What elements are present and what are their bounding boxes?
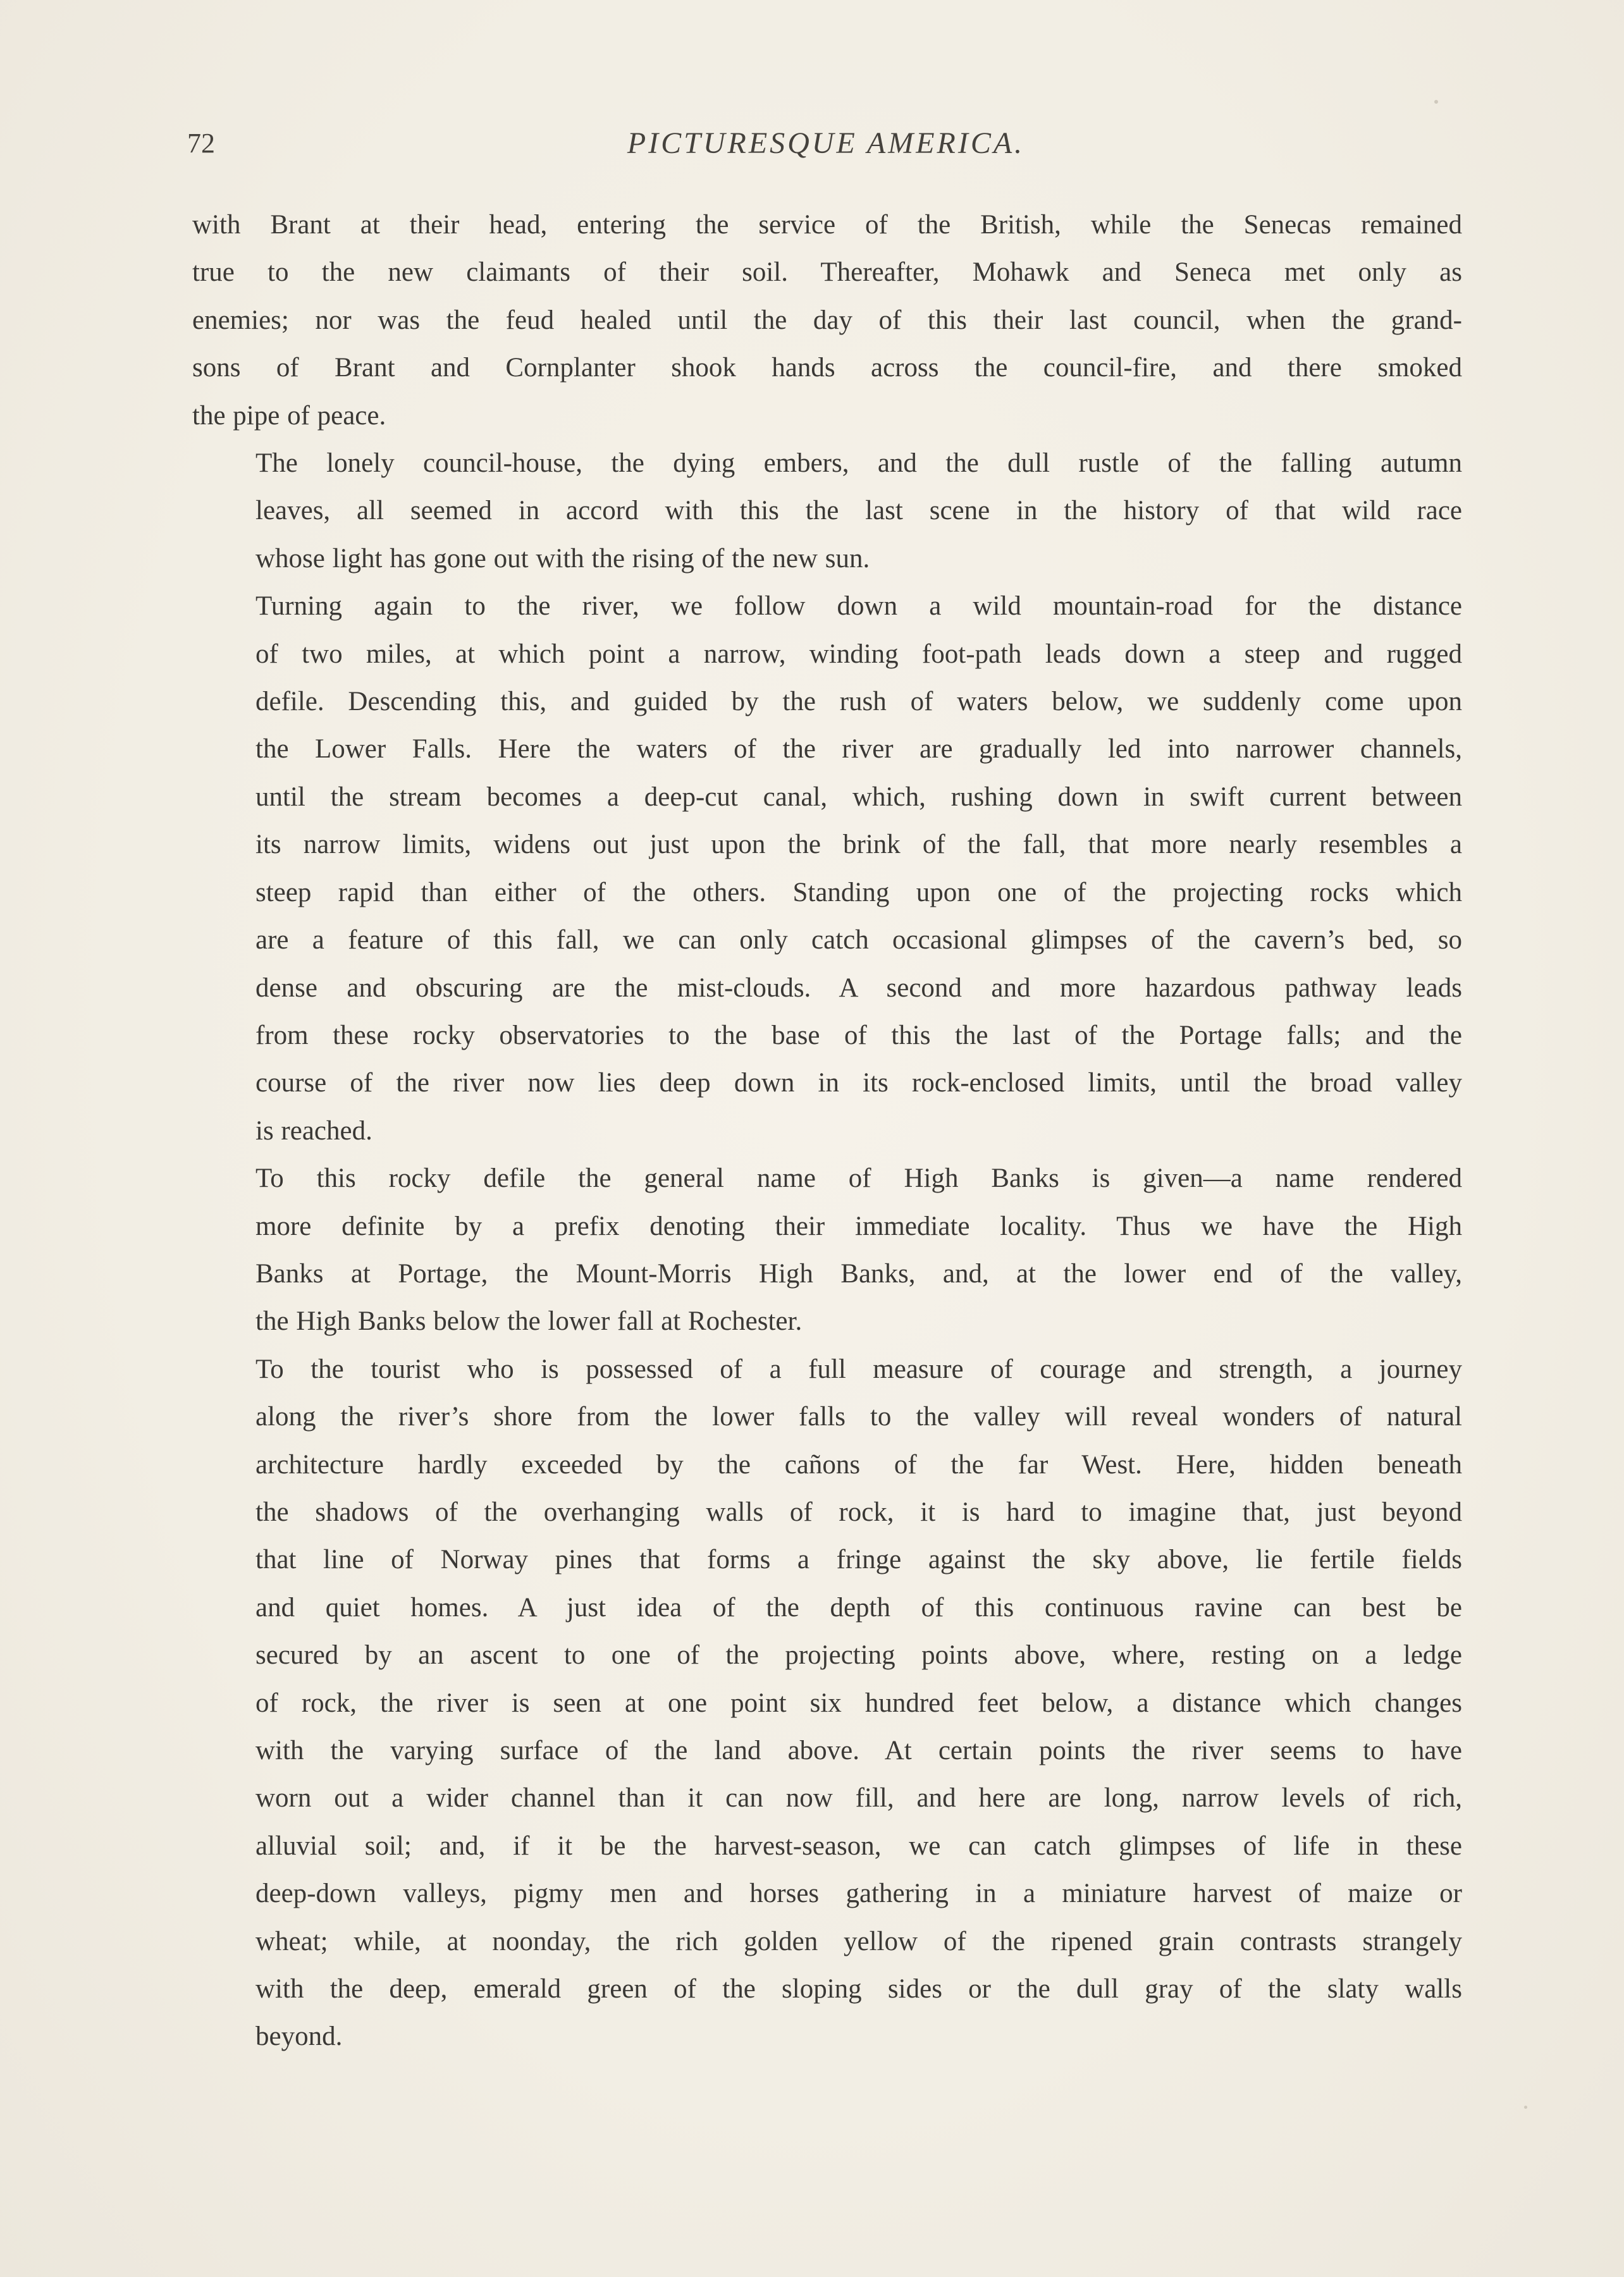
text-line: leaves, all seemed in accord with this the last scene in the history of that wild race <box>255 496 1462 526</box>
text-line: Turning again to the river, we follow down a wild mountain-road for the distance <box>255 591 1462 622</box>
text-line: dense and obscuring are the mist-clouds. A second and more hazardous pathway leads <box>255 973 1462 1003</box>
paragraph <box>192 439 1462 582</box>
text-line: with the deep, emerald green of the sloping sides or the dull gray of the slaty walls <box>255 1974 1462 2004</box>
text-line: the Lower Falls. Here the waters of the river are gradually led into narrower channels, <box>255 734 1462 764</box>
text-line: deep-down valleys, pigmy men and horses gathering in a miniature harvest of maize or <box>255 1879 1462 1909</box>
text-line: and quiet homes. A just idea of the depth of this continuous ravine can best be <box>255 1592 1462 1623</box>
text-line: more definite by a prefix denoting their immediate locality. Thus we have the High <box>255 1211 1462 1241</box>
text-line: of rock, the river is seen at one point six hundred feet below, a distance which changes <box>255 1688 1462 1718</box>
text-line: are a feature of this fall, we can only catch occasional glimpses of the cavern’s bed, so <box>255 925 1462 955</box>
text-line: course of the river now lies deep down in its rock-enclosed limits, until the broad valley <box>255 1068 1462 1098</box>
text-line: To this rocky defile the general name of High Banks is given—a name rendered <box>255 1163 1462 1194</box>
body-text <box>192 201 1462 2061</box>
text-line: of two miles, at which point a narrow, winding foot-path leads down a steep and rugged <box>255 639 1462 669</box>
text-line: from these rocky observatories to the base of this the last of the Portage falls; and the <box>255 1020 1462 1050</box>
text-line: worn out a wider channel than it can now fill, and here are long, narrow levels of rich, <box>255 1783 1462 1814</box>
text-line: the shadows of the overhanging walls of rock, it is hard to imagine that, just beyond <box>255 1497 1462 1527</box>
running-head <box>187 121 1465 166</box>
paper-speck <box>1524 2106 1527 2109</box>
text-line: Banks at Portage, the Mount-Morris High Banks, and, at the lower end of the valley, <box>255 1258 1462 1289</box>
text-line: true to the new claimants of their soil. Thereafter, Mohawk and Seneca met only as <box>192 257 1462 288</box>
text-line: alluvial soil; and, if it be the harvest-season, we can catch glimpses of life in these <box>255 1831 1462 1861</box>
text-line: sons of Brant and Cornplanter shook hands across the council-fire, and there smoked <box>192 353 1462 383</box>
text-line: that line of Norway pines that forms a fringe against the sky above, lie fertile fields <box>255 1545 1462 1575</box>
text-line: the High Banks below the lower fall at Rochester. <box>255 1306 803 1337</box>
page-number: 72 <box>187 128 215 159</box>
text-line: whose light has gone out with the rising of the new sun. <box>255 543 870 574</box>
text-line: until the stream becomes a deep-cut canal, which, rushing down in swift current between <box>255 782 1462 812</box>
text-line: its narrow limits, widens out just upon the brink of the fall, that more nearly resembles a <box>255 830 1462 860</box>
text-line: steep rapid than either of the others. Standing upon one of the projecting rocks which <box>255 877 1462 907</box>
text-line: secured by an ascent to one of the projecting points above, where, resting on a ledge <box>255 1640 1462 1671</box>
text-line: the pipe of peace. <box>192 400 386 431</box>
text-line: with Brant at their head, entering the service of the British, while the Senecas remained <box>192 210 1462 240</box>
page-title: PICTURESQUE AMERICA. <box>627 126 1025 160</box>
text-line: beyond. <box>255 2022 343 2052</box>
paragraph <box>192 201 1462 439</box>
text-line: enemies; nor was the feud healed until the day of this their last council, when the grand- <box>192 305 1462 335</box>
text-line: is reached. <box>255 1115 372 1146</box>
paper-speck <box>1434 100 1438 104</box>
text-line: To the tourist who is possessed of a full measure of courage and strength, a journey <box>255 1354 1462 1384</box>
text-line: along the river’s shore from the lower falls to the valley will reveal wonders of natural <box>255 1402 1462 1432</box>
text-line: wheat; while, at noonday, the rich golden yellow of the ripened grain contrasts strangely <box>255 1926 1462 1956</box>
text-line: architecture hardly exceeded by the cañons of the far West. Here, hidden beneath <box>255 1449 1462 1480</box>
paragraph <box>192 582 1462 1155</box>
text-line: defile. Descending this, and guided by the rush of waters below, we suddenly come upon <box>255 687 1462 717</box>
text-line: with the varying surface of the land above. At certain points the river seems to have <box>255 1736 1462 1765</box>
paragraph <box>192 1346 1462 2061</box>
paragraph <box>192 1155 1462 1346</box>
text-line: The lonely council-house, the dying embers, and the dull rustle of the falling autumn <box>255 448 1462 479</box>
